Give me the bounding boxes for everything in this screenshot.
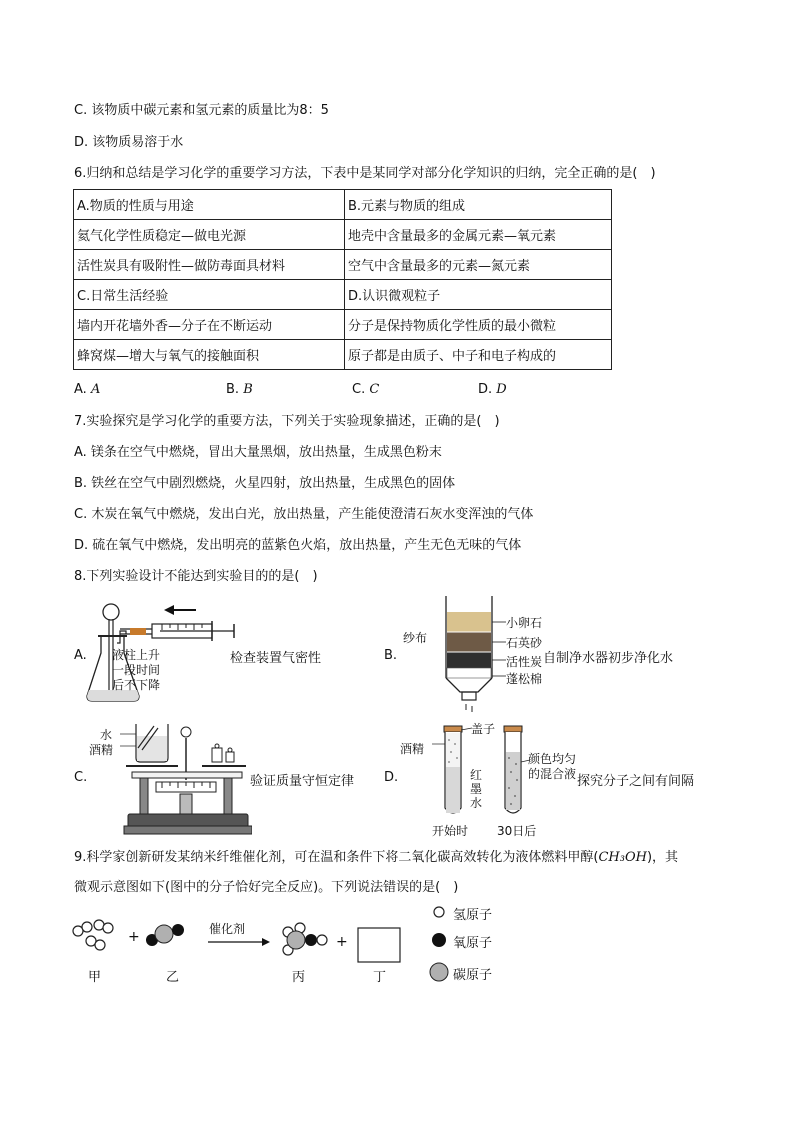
table-cell: D.认识微观粒子 — [345, 280, 612, 310]
q8-d-letter: D. — [384, 770, 399, 785]
table-row — [74, 280, 612, 310]
ink-char: 红 — [470, 768, 483, 782]
note-line: 液柱上升 — [112, 648, 161, 662]
q9-name-bing: 丙 — [292, 970, 306, 985]
table-row — [74, 310, 612, 340]
q7-option-a: A. 镁条在空气中燃烧，冒出大量黑烟，放出热量，生成黑色粉末 — [74, 445, 442, 460]
water-purifier-bottle — [440, 594, 510, 722]
q9-catalyst: 催化剂 — [209, 922, 246, 936]
q9-reaction-diagram — [66, 906, 426, 970]
q8-c-figure — [120, 718, 252, 844]
q8-d-after: 30日后 — [497, 824, 537, 838]
q9-name-yi: 乙 — [166, 970, 180, 985]
q6-option-c: C. C — [352, 382, 380, 397]
table-cell: 分子是保持物质化学性质的最小微粒 — [345, 310, 612, 340]
table-row — [74, 190, 612, 220]
q8-d-alcohol: 酒精 — [400, 742, 425, 756]
q7-option-d: D. 硫在氧气中燃烧，发出明亮的蓝紫色火焰，放出热量，产生无色无味的气体 — [74, 538, 522, 553]
table-cell: B.元素与物质的组成 — [345, 190, 612, 220]
table-cell: 氦气化学性质稳定—做电光源 — [74, 220, 345, 250]
q7-stem: 7.实验探究是学习化学的重要方法，下列关于实验现象描述，正确的是( ) — [74, 414, 500, 429]
hydrogen-atom-icon — [434, 907, 444, 917]
q9-name-ding: 丁 — [373, 970, 387, 985]
q8-d-mixture — [528, 752, 576, 782]
q8-b-label: 自制净水器初步净化水 — [543, 651, 674, 666]
hydrogen-molecules — [73, 920, 113, 950]
table-cell: 地壳中含量最多的金属元素—氧元素 — [345, 220, 612, 250]
legend-oxygen: 氧原子 — [453, 936, 493, 951]
table-cell: A.物质的性质与用途 — [74, 190, 345, 220]
q8-a-notes — [112, 648, 160, 693]
q7-option-b: B. 铁丝在空气中剧烈燃烧，火星四射，放出热量，生成黑色的固体 — [74, 476, 456, 491]
table-cell: 原子都是由质子、中子和电子构成的 — [345, 340, 612, 370]
q8-c-alcohol: 酒精 — [89, 743, 114, 757]
q8-b-layer-cotton: 蓬松棉 — [506, 672, 543, 686]
table-row — [74, 340, 612, 370]
q8-stem: 8.下列实验设计不能达到实验目的的是( ) — [74, 569, 318, 584]
carbon-atom-icon — [430, 963, 448, 981]
q8-b-layer-carbon: 活性炭 — [506, 655, 543, 669]
q6-option-a: A. A — [74, 382, 101, 397]
q8-c-letter: C. — [74, 770, 88, 785]
q9-stem-line2: 微观示意图如下(图中的分子恰好完全反应)。下列说法错误的是( ) — [74, 880, 459, 895]
q8-d-cap: 盖子 — [471, 722, 496, 736]
flask-syringe-apparatus — [84, 598, 244, 710]
table-cell: 蜂窝煤—增大与氧气的接触面积 — [74, 340, 345, 370]
q8-b-layer-sand: 石英砂 — [506, 636, 543, 650]
table-cell: 活性炭具有吸附性—做防毒面具材料 — [74, 250, 345, 280]
q7-option-c: C. 木炭在氧气中燃烧，发出白光，放出热量，产生能使澄清石灰水变浑浊的气体 — [74, 507, 534, 522]
q8-a-label: 检查装置气密性 — [230, 651, 322, 666]
mixture-line: 颜色均匀 — [528, 752, 577, 766]
q6-table — [73, 189, 612, 370]
q6-option-b: B. B — [226, 382, 253, 397]
q6-option-d: D. D — [478, 382, 507, 397]
q8-c-water: 水 — [100, 728, 113, 742]
q9-legend — [428, 904, 452, 988]
q8-c-label: 验证质量守恒定律 — [250, 774, 355, 789]
legend-hydrogen: 氢原子 — [453, 908, 493, 923]
note-line: 后不下降 — [112, 678, 161, 692]
table-cell: C.日常生活经验 — [74, 280, 345, 310]
methanol-formula: CH₃OH — [598, 850, 647, 865]
q8-d-start: 开始时 — [432, 824, 469, 838]
legend-carbon: 碳原子 — [453, 968, 493, 983]
table-cell: 空气中含量最多的元素—氮元素 — [345, 250, 612, 280]
q8-a-letter: A. — [74, 648, 87, 663]
mixture-line: 的混合液 — [528, 767, 577, 781]
q9-stem-line1: 9.科学家创新研发某纳米纤维催化剂，可在温和条件下将二氧化碳高效转化为液体燃料甲醇(CH₃OH)，其 — [74, 850, 679, 865]
q8-d-ink — [470, 768, 482, 810]
molecule-reaction — [66, 906, 426, 966]
q8-a-figure — [84, 598, 244, 714]
oxygen-atom-icon — [432, 933, 446, 947]
ink-char: 水 — [470, 796, 483, 810]
svg-text:+: + — [336, 934, 348, 950]
q9-name-jia: 甲 — [88, 970, 102, 985]
q6-stem: 6.归纳和总结是学习化学的重要学习方法，下表中是某同学对部分化学知识的归纳，完全正确的是( ) — [74, 166, 656, 181]
q8-b-cloth: 纱布 — [403, 631, 428, 645]
q8-b-letter: B. — [384, 648, 398, 663]
q5-option-c: C. 该物质中碳元素和氢元素的质量比为8：5 — [74, 103, 329, 118]
q8-b-figure — [440, 594, 510, 726]
table-cell: 墙内开花墙外香—分子在不断运动 — [74, 310, 345, 340]
ink-char: 墨 — [470, 782, 483, 796]
q8-d-label: 探究分子之间有间隔 — [577, 774, 695, 789]
q8-b-layer-pebble: 小卵石 — [506, 616, 543, 630]
svg-text:+: + — [128, 929, 140, 945]
balance-apparatus — [120, 718, 252, 840]
table-row — [74, 220, 612, 250]
note-line: 一段时间 — [112, 663, 161, 677]
q5-option-d: D. 该物质易溶于水 — [74, 135, 184, 150]
table-row — [74, 250, 612, 280]
